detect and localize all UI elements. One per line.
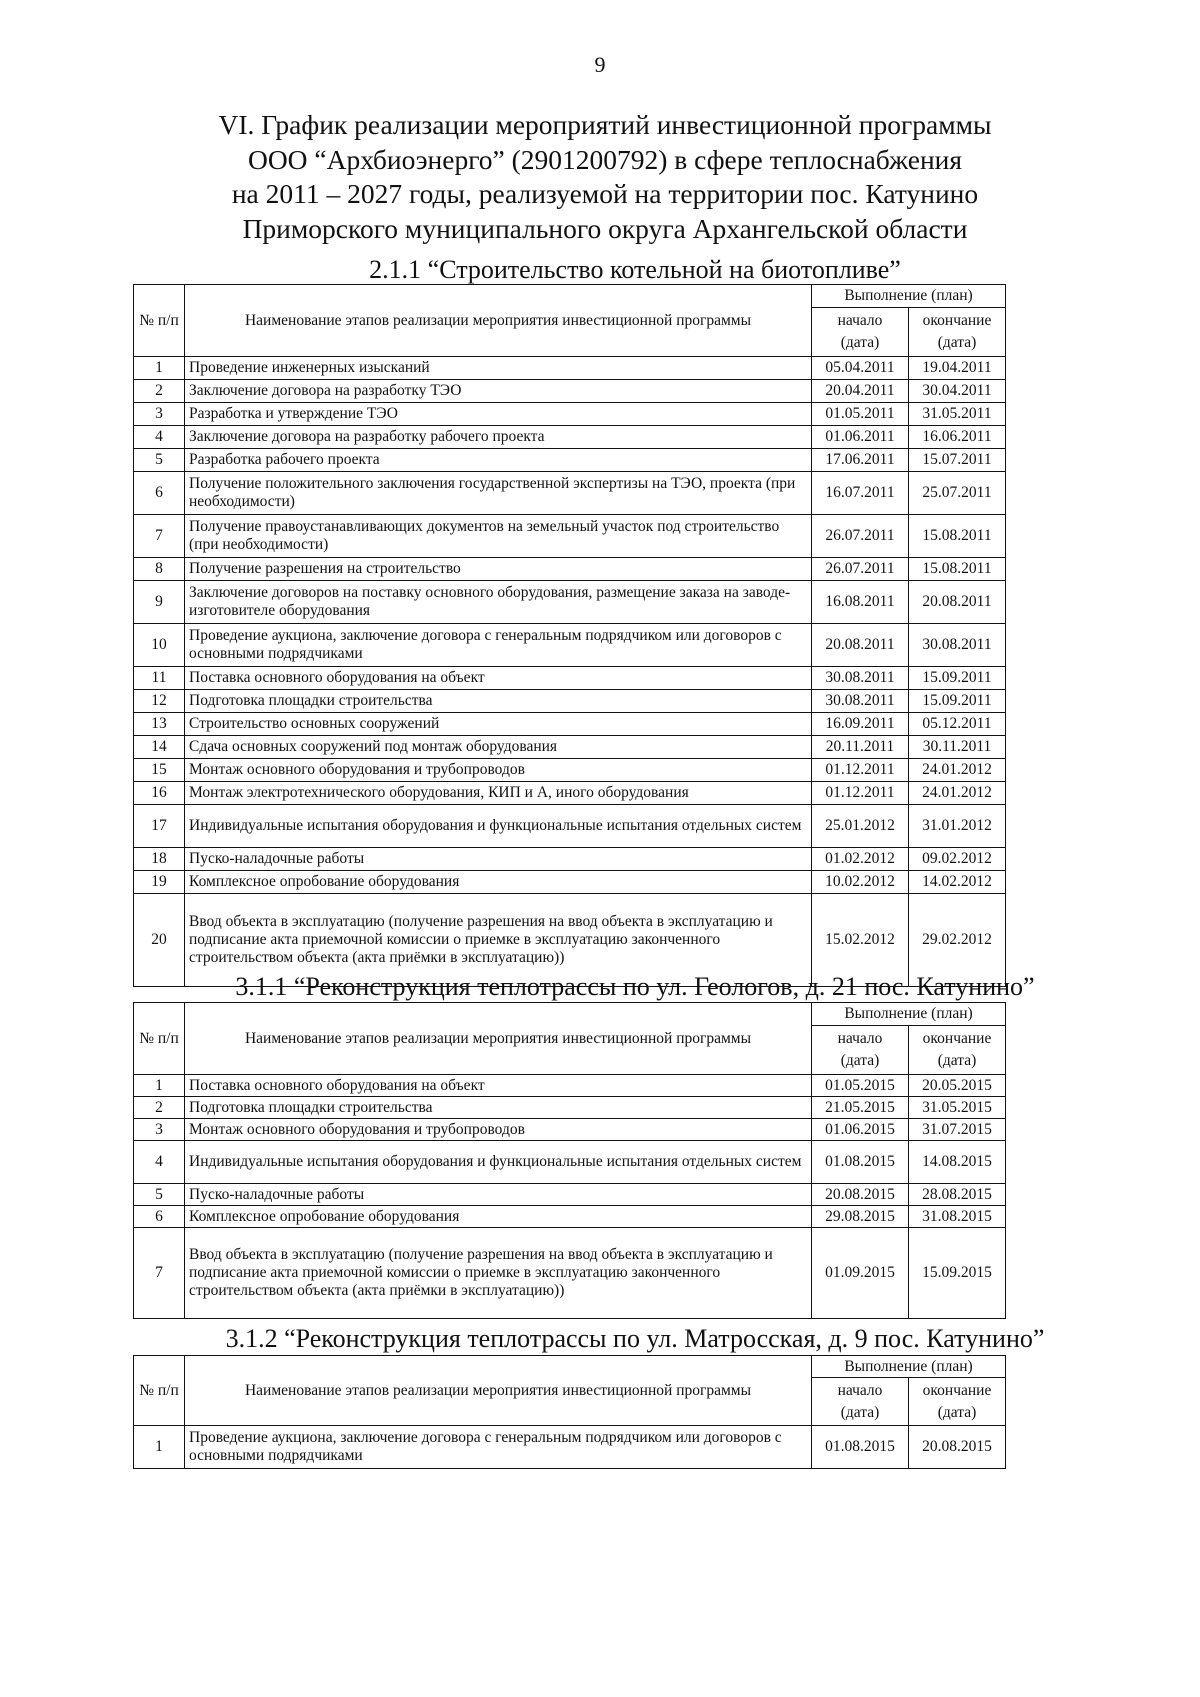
table-row [134, 1206, 1006, 1228]
start-date: 01.09.2015 [812, 1228, 909, 1319]
table-row [134, 1097, 1006, 1119]
start-date: 20.04.2011 [812, 380, 909, 403]
header-execution: Выполнение (план) [812, 1356, 1006, 1378]
stage-name: Индивидуальные испытания оборудования и функциональные испытания отдельных систем [185, 1141, 812, 1184]
row-number: 4 [134, 426, 185, 449]
row-number: 3 [134, 1119, 185, 1141]
end-date: 15.08.2011 [909, 558, 1006, 581]
header-start [812, 308, 909, 357]
row-number: 3 [134, 403, 185, 426]
table-row [134, 759, 1006, 782]
row-number: 4 [134, 1141, 185, 1184]
end-date: 15.09.2011 [909, 690, 1006, 713]
table-row [134, 581, 1006, 624]
row-number: 7 [134, 515, 185, 558]
row-number: 1 [134, 357, 185, 380]
table-row [134, 624, 1006, 667]
row-number: 5 [134, 1184, 185, 1206]
header-end [909, 1026, 1006, 1075]
header-start-label: начало [837, 312, 883, 329]
start-date: 01.05.2011 [812, 403, 909, 426]
table-row [134, 1426, 1006, 1469]
stage-name: Комплексное опробование оборудования [185, 871, 812, 894]
row-number: 12 [134, 690, 185, 713]
table-row [134, 713, 1006, 736]
start-date: 25.01.2012 [812, 805, 909, 848]
row-number: 6 [134, 1206, 185, 1228]
header-row [134, 285, 1006, 308]
start-date: 10.02.2012 [812, 871, 909, 894]
stage-name: Пуско-наладочные работы [185, 1184, 812, 1206]
header-date-label: (дата) [840, 1403, 880, 1421]
stage-name: Проведение аукциона, заключение договора с генеральным подрядчиком или договоров с основными подрядчиками [185, 624, 812, 667]
stage-name: Проведение аукциона, заключение договора с генеральным подрядчиком или договоров с основными подрядчиками [185, 1426, 812, 1469]
row-number: 13 [134, 713, 185, 736]
stage-name: Заключение договора на разработку рабочего проекта [185, 426, 812, 449]
section-title: 2.1.1 “Строительство котельной на биотопливе” [369, 255, 901, 284]
end-date: 05.12.2011 [909, 713, 1006, 736]
header-row [134, 1356, 1006, 1378]
table-row [134, 848, 1006, 871]
table-row [134, 690, 1006, 713]
table-row [134, 782, 1006, 805]
stage-name: Получение положительного заключения государственной экспертизы на ТЭО, проекта (при необходимости) [185, 472, 812, 515]
stage-name: Индивидуальные испытания оборудования и функциональные испытания отдельных систем [185, 805, 812, 848]
end-date: 16.06.2011 [909, 426, 1006, 449]
end-date: 31.07.2015 [909, 1119, 1006, 1141]
stage-name: Подготовка площадки строительства [185, 1097, 812, 1119]
header-end-label: окончание [922, 1381, 992, 1399]
schedule-table-body [134, 1356, 1006, 1469]
start-date: 16.07.2011 [812, 472, 909, 515]
end-date: 25.07.2011 [909, 472, 1006, 515]
header-name: Наименование этапов реализации мероприятия инвестиционной программы [185, 1003, 812, 1075]
end-date: 19.04.2011 [909, 357, 1006, 380]
header-date-label: (дата) [840, 334, 880, 351]
page-number: 9 [594, 52, 606, 77]
header-start-label: начало [837, 1030, 883, 1047]
start-date: 26.07.2011 [812, 515, 909, 558]
row-number: 15 [134, 759, 185, 782]
end-date: 24.01.2012 [909, 782, 1006, 805]
header-name: Наименование этапов реализации мероприятия инвестиционной программы [185, 1356, 812, 1426]
header-end [909, 1378, 1006, 1426]
row-number: 16 [134, 782, 185, 805]
start-date: 29.08.2015 [812, 1206, 909, 1228]
header-execution: Выполнение (план) [812, 1003, 1006, 1026]
row-number: 11 [134, 667, 185, 690]
start-date: 01.12.2011 [812, 759, 909, 782]
table-row [134, 871, 1006, 894]
row-number: 2 [134, 380, 185, 403]
title-line: на 2011 – 2027 годы, реализуемой на территории пос. Катунино [231, 178, 979, 209]
stage-name: Заключение договоров на поставку основного оборудования, размещение заказа на заводе-изготовителе оборудования [185, 581, 812, 624]
end-date: 14.02.2012 [909, 871, 1006, 894]
stage-name: Пуско-наладочные работы [185, 848, 812, 871]
header-row [134, 1003, 1006, 1026]
table-row [134, 426, 1006, 449]
table-row [134, 380, 1006, 403]
start-date: 20.11.2011 [812, 736, 909, 759]
end-date: 31.05.2015 [909, 1097, 1006, 1119]
header-end-label: окончание [922, 312, 992, 329]
start-date: 26.07.2011 [812, 558, 909, 581]
row-number: 1 [134, 1075, 185, 1097]
start-date: 16.08.2011 [812, 581, 909, 624]
end-date: 15.09.2011 [909, 667, 1006, 690]
row-number: 14 [134, 736, 185, 759]
end-date: 30.04.2011 [909, 380, 1006, 403]
end-date: 20.08.2015 [909, 1426, 1006, 1469]
title-line: VI. График реализации мероприятий инвестиционной программы [218, 109, 992, 140]
start-date: 01.06.2015 [812, 1119, 909, 1141]
title-line: Приморского муниципального округа Архангельской области [242, 212, 968, 244]
end-date: 24.01.2012 [909, 759, 1006, 782]
stage-name: Монтаж основного оборудования и трубопроводов [185, 759, 812, 782]
schedule-table-body [134, 285, 1006, 987]
start-date: 30.08.2011 [812, 667, 909, 690]
end-date: 20.08.2011 [909, 581, 1006, 624]
start-date: 01.02.2012 [812, 848, 909, 871]
row-number: 1 [134, 1426, 185, 1469]
table-row [134, 1228, 1006, 1319]
row-number: 10 [134, 624, 185, 667]
section-title: 3.1.2 “Реконструкция теплотрассы по ул. Матросская, д. 9 пос. Катунино” [225, 1324, 1045, 1353]
row-number: 19 [134, 871, 185, 894]
table-row [134, 449, 1006, 472]
header-start-label: начало [837, 1381, 883, 1399]
stage-name: Получение правоустанавливающих документов на земельный участок под строительство (при необходимости) [185, 515, 812, 558]
stage-name: Получение разрешения на строительство [185, 558, 812, 581]
start-date: 20.08.2011 [812, 624, 909, 667]
header-date-label: (дата) [937, 334, 977, 351]
header-date-label: (дата) [937, 1403, 977, 1421]
header-start [812, 1026, 909, 1075]
start-date: 30.08.2011 [812, 690, 909, 713]
table-row [134, 558, 1006, 581]
document-title [130, 108, 1080, 246]
stage-name: Подготовка площадки строительства [185, 690, 812, 713]
start-date: 20.08.2015 [812, 1184, 909, 1206]
start-date: 17.06.2011 [812, 449, 909, 472]
row-number: 18 [134, 848, 185, 871]
schedule-table-body [134, 1003, 1006, 1319]
table-row [134, 403, 1006, 426]
row-number: 7 [134, 1228, 185, 1319]
row-number: 17 [134, 805, 185, 848]
row-number: 5 [134, 449, 185, 472]
stage-name: Разработка и утверждение ТЭО [185, 403, 812, 426]
row-number: 9 [134, 581, 185, 624]
stage-name: Разработка рабочего проекта [185, 449, 812, 472]
end-date: 09.02.2012 [909, 848, 1006, 871]
header-start [812, 1378, 909, 1426]
table-row [134, 1184, 1006, 1206]
stage-name: Ввод объекта в эксплуатацию (получение разрешения на ввод объекта в эксплуатацию и подписание акта приемочной комиссии о приемке в эксплуатацию законченного строительством объекта (акта приёмки в эксплуатацию)) [185, 1228, 812, 1319]
title-line: ООО “Архбиоэнерго” (2901200792) в сфере теплоснабжения [247, 143, 963, 175]
stage-name: Сдача основных сооружений под монтаж оборудования [185, 736, 812, 759]
end-date: 30.11.2011 [909, 736, 1006, 759]
start-date: 16.09.2011 [812, 713, 909, 736]
row-number: 20 [134, 894, 185, 987]
start-date: 01.06.2011 [812, 426, 909, 449]
header-num: № п/п [134, 1356, 185, 1426]
end-date: 14.08.2015 [909, 1141, 1006, 1184]
end-date: 28.08.2015 [909, 1184, 1006, 1206]
table-row [134, 357, 1006, 380]
header-num: № п/п [134, 285, 185, 357]
header-date-label: (дата) [840, 1052, 880, 1069]
end-date: 15.08.2011 [909, 515, 1006, 558]
end-date: 30.08.2011 [909, 624, 1006, 667]
stage-name: Строительство основных сооружений [185, 713, 812, 736]
start-date: 21.05.2015 [812, 1097, 909, 1119]
end-date: 29.02.2012 [909, 894, 1006, 987]
table-row [134, 736, 1006, 759]
row-number: 2 [134, 1097, 185, 1119]
header-end [909, 308, 1006, 357]
end-date: 15.07.2011 [909, 449, 1006, 472]
stage-name: Монтаж основного оборудования и трубопроводов [185, 1119, 812, 1141]
stage-name: Комплексное опробование оборудования [185, 1206, 812, 1228]
schedule-table [133, 284, 1006, 987]
stage-name: Проведение инженерных изысканий [185, 357, 812, 380]
stage-name: Заключение договора на разработку ТЭО [185, 380, 812, 403]
stage-name: Ввод объекта в эксплуатацию (получение разрешения на ввод объекта в эксплуатацию и подписание акта приемочной комиссии о приемке в эксплуатацию законченного строительством объекта (акта приёмки в эксплуатацию)) [185, 894, 812, 987]
header-num: № п/п [134, 1003, 185, 1075]
header-date-label: (дата) [937, 1052, 977, 1069]
start-date: 01.08.2015 [812, 1141, 909, 1184]
stage-name: Монтаж электротехнического оборудования, КИП и А, иного оборудования [185, 782, 812, 805]
row-number: 8 [134, 558, 185, 581]
table-row [134, 472, 1006, 515]
header-end-label: окончание [922, 1030, 992, 1047]
end-date: 20.05.2015 [909, 1075, 1006, 1097]
header-execution: Выполнение (план) [812, 285, 1006, 308]
table-row [134, 667, 1006, 690]
end-date: 31.05.2011 [909, 403, 1006, 426]
end-date: 31.01.2012 [909, 805, 1006, 848]
start-date: 01.12.2011 [812, 782, 909, 805]
start-date: 15.02.2012 [812, 894, 909, 987]
schedule-table [133, 1002, 1006, 1319]
header-name: Наименование этапов реализации мероприятия инвестиционной программы [185, 285, 812, 357]
stage-name: Поставка основного оборудования на объект [185, 1075, 812, 1097]
start-date: 01.05.2015 [812, 1075, 909, 1097]
table-row [134, 1119, 1006, 1141]
table-row [134, 1141, 1006, 1184]
section-title: 3.1.1 “Реконструкция теплотрассы по ул. Геологов, д. 21 пос. Катунино” [235, 972, 1035, 1001]
start-date: 01.08.2015 [812, 1426, 909, 1469]
schedule-table [133, 1355, 1006, 1469]
end-date: 31.08.2015 [909, 1206, 1006, 1228]
start-date: 05.04.2011 [812, 357, 909, 380]
end-date: 15.09.2015 [909, 1228, 1006, 1319]
stage-name: Поставка основного оборудования на объект [185, 667, 812, 690]
table-row [134, 1075, 1006, 1097]
row-number: 6 [134, 472, 185, 515]
table-row [134, 515, 1006, 558]
table-row [134, 805, 1006, 848]
